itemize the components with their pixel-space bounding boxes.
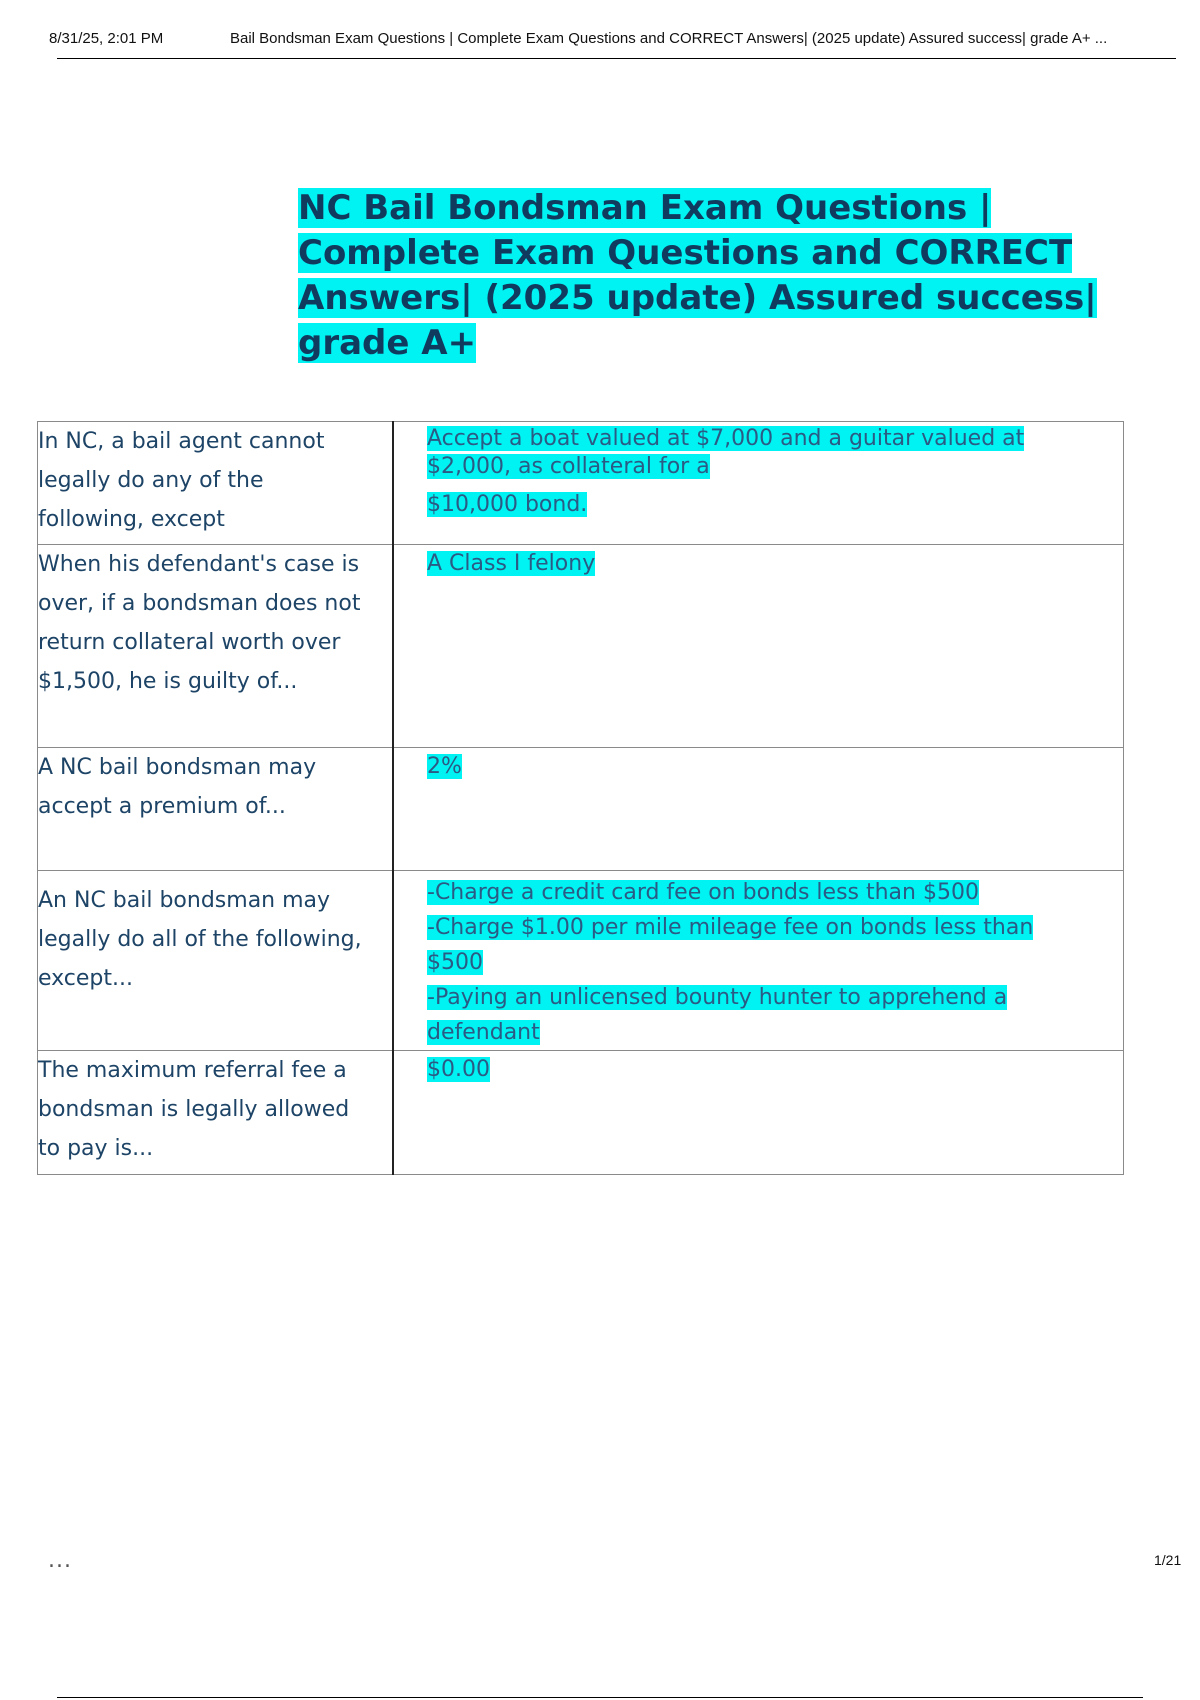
print-datetime: 8/31/25, 2:01 PM	[49, 30, 164, 47]
print-page-title: Bail Bondsman Exam Questions | Complete Exam Questions and CORRECT Answers| (2025 update) Assured success| grade A+ ...	[230, 30, 1108, 47]
answer-cell	[393, 1051, 1124, 1175]
answer-text: 2%	[427, 754, 462, 779]
answer-text: Accept a boat valued at $7,000 and a guitar valued at $2,000, as collateral for a	[427, 426, 1025, 479]
answer-text: -Paying an unlicensed bounty hunter to apprehend a defendant	[427, 985, 1008, 1045]
footer-ellipsis: ...	[48, 1548, 72, 1573]
question-cell: An NC bail bondsman may legally do all of the following, except...	[38, 871, 394, 1051]
bottom-divider	[57, 1697, 1143, 1698]
question-cell: When his defendant's case is over, if a bondsman does not return collateral worth over $1,500, he is guilty of...	[38, 545, 394, 748]
question-cell: In NC, a bail agent cannot legally do any of the following, except	[38, 422, 394, 545]
print-header	[49, 28, 1176, 59]
answer-text: $10,000 bond.	[427, 492, 588, 517]
table-row	[38, 545, 1124, 748]
table-row	[38, 871, 1124, 1051]
answer-text: -Charge a credit card fee on bonds less than $500	[427, 880, 979, 905]
answer-cell	[393, 871, 1124, 1051]
answer-cell	[393, 748, 1124, 871]
answer-cell	[393, 545, 1124, 748]
page-number: 1/21	[1154, 1552, 1182, 1568]
table-row	[38, 1051, 1124, 1175]
question-cell: A NC bail bondsman may accept a premium of...	[38, 748, 394, 871]
answer-text: $0.00	[427, 1057, 490, 1082]
table-row	[38, 422, 1124, 545]
answer-text: -Charge $1.00 per mile mileage fee on bonds less than $500	[427, 915, 1034, 975]
table-row	[38, 748, 1124, 871]
question-cell: The maximum referral fee a bondsman is legally allowed to pay is...	[38, 1051, 394, 1175]
answer-cell	[393, 422, 1124, 545]
document-title: NC Bail Bondsman Exam Questions | Complete Exam Questions and CORRECT Answers| (2025 update) Assured success| grade A+	[298, 188, 1097, 363]
qa-table	[37, 421, 1124, 1175]
answer-text: A Class I felony	[427, 551, 596, 576]
